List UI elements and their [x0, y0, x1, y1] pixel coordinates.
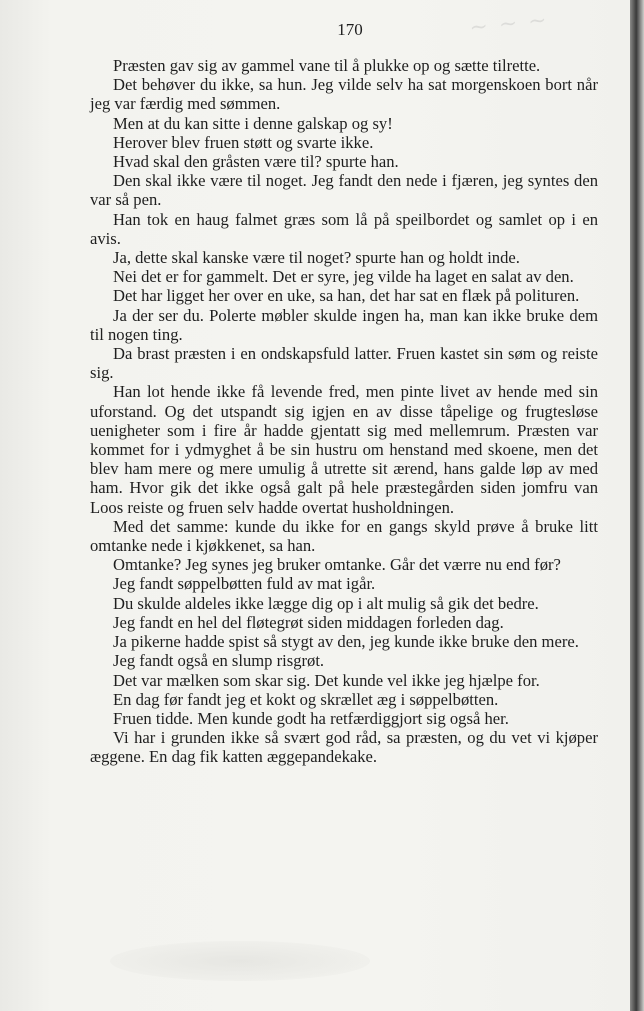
paragraph: Jeg fandt en hel del fløtegrøt siden middagen forleden dag. — [113, 612, 504, 632]
paragraph: Vi har i grunden ikke så svært god råd, sa præsten, og du vet vi kjøper æggene. En dag fik katten æggepandekake. — [90, 728, 598, 767]
page-number: 170 — [337, 20, 363, 39]
paragraph: Nei det er for gammelt. Det er syre, jeg vilde ha laget en salat av den. — [113, 267, 574, 287]
book-edge — [630, 0, 644, 1011]
paragraph: Men at du kan sitte i denne galskap og sy! — [113, 113, 393, 133]
paragraph: Ja, dette skal kanske være til noget? spurte han og holdt inde. — [113, 248, 520, 268]
paragraph: Præsten gav sig av gammel vane til å plukke op og sætte tilrette. — [113, 56, 541, 75]
paragraph: Jeg fandt søppelbøtten fuld av mat igår. — [113, 574, 376, 594]
paragraph: Fruen tidde. Men kunde godt ha retfærdiggjort sig også her. — [113, 708, 509, 728]
paragraph: Det behøver du ikke, sa hun. Jeg vilde selv ha sat morgenskoen bort når jeg var færdig med sømmen. — [90, 75, 598, 114]
body-text — [90, 56, 598, 767]
paragraph: Omtanke? Jeg synes jeg bruker omtanke. Går det værre nu end før? — [113, 555, 561, 575]
paragraph: En dag før fandt jeg et kokt og skrællet æg i søppelbøtten. — [113, 689, 499, 709]
paragraph: Han tok en haug falmet græs som lå på speilbordet og samlet op i en avis. — [90, 209, 598, 248]
paragraph: Det har ligget her over en uke, sa han, det har sat en flæk på polituren. — [113, 286, 580, 306]
show-through-handwriting: ~ ~ ~ — [468, 7, 550, 41]
paragraph: Det var mælken som skar sig. Det kunde vel ikke jeg hjælpe for. — [113, 670, 540, 690]
paragraph: Ja der ser du. Polerte møbler skulde ingen ha, man kan ikke bruke dem til nogen ting. — [90, 305, 598, 344]
paragraph: Han lot hende ikke få levende fred, men pinte livet av hende med sin uforstand. Og det utspandt sig igjen en av disse tåpelige og frugtesløse uenigheter som i fire år hadde gjentatt sig med mellemrum. Præsten var kommet for i ydmyghet å be sin hustru om henstand med skoene, men det blev ham mere og mere umulig å utrette sit ærend, hans galde løp av med ham. Hvor gik det ikke også galt på hele præstegården siden jomfru van Loos reiste og fruen selv hadde overtat husholdningen. — [90, 382, 598, 517]
paper-smudge — [110, 941, 370, 981]
paragraph: Ja pikerne hadde spist så stygt av den, jeg kunde ikke bruke den mere. — [113, 632, 579, 652]
paragraph: Da brast præsten i en ondskapsfuld latter. Fruen kastet sin søm og reiste sig. — [90, 344, 598, 383]
paragraph: Hvad skal den gråsten være til? spurte han. — [113, 152, 399, 172]
paragraph: Du skulde aldeles ikke lægge dig op i alt mulig så gik det bedre. — [113, 593, 539, 613]
paragraph: Med det samme: kunde du ikke for en gangs skyld prøve å bruke litt omtanke nede i kjøkkenet, sa han. — [90, 516, 598, 556]
paragraph: Den skal ikke være til noget. Jeg fandt den nede i fjæren, jeg syntes den var så pen. — [90, 171, 598, 210]
paragraph: Jeg fandt også en slump risgrøt. — [113, 651, 325, 671]
paragraph: Herover blev fruen støtt og svarte ikke. — [113, 132, 374, 152]
